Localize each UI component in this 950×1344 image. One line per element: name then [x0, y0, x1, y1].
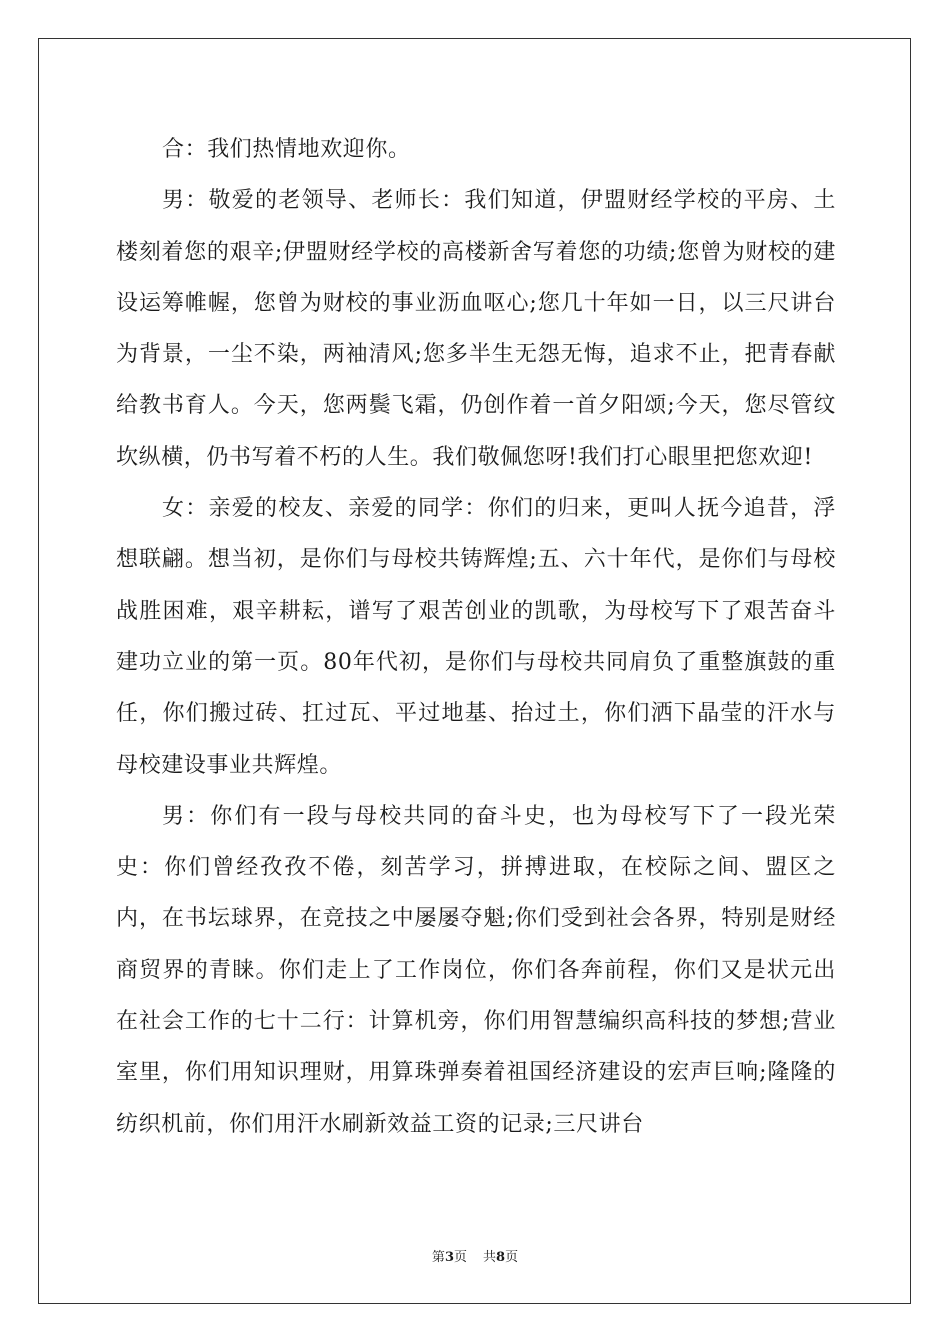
page-prefix: 第 — [431, 1250, 445, 1265]
paragraph-male-2: 男：你们有一段与母校共同的奋斗史，也为母校写下了一段光荣史：你们曾经孜孜不倦，刻苦学习，拼搏进取，在校际之间、盟区之内，在书坛球界，在竞技之中屡屡夺魁;你们受到社会各界，特别是财经商贸界的青睐。你们走上了工作岗位，你们各奔前程，你们又是状元出在社会工作的七十二行：计算机旁，你们用智慧编织高科技的梦想;营业室里，你们用知识理财，用算珠弹奏着祖国经济建设的宏声巨响;隆隆的纺织机前，你们用汗水刷新效益工资的记录;三尺讲台 — [116, 803, 836, 1137]
page-current: 3 — [444, 1250, 454, 1265]
page-total: 8 — [496, 1250, 506, 1265]
paragraph-male-1: 男：敬爱的老领导、老师长：我们知道，伊盟财经学校的平房、土楼刻着您的艰辛;伊盟财经学校的高楼新舍写着您的功绩;您曾为财校的建设运筹帷幄，您曾为财校的事业沥血呕心;您几十年如一日，以三尺讲台为背景，一尘不染，两袖清风;您多半生无怨无悔，追求不止，把青春献给教书育人。今天，您两鬓飞霜，仍创作着一首夕阳颂;今天，您尽管纹坎纵横，仍书写着不朽的人生。我们敬佩您呀!我们打心眼里把您欢迎! — [116, 188, 836, 470]
paragraph-female-1: 女：亲爱的校友、亲爱的同学：你们的归来，更叫人抚今追昔，浮想联翩。想当初，是你们与母校共铸辉煌;五、六十年代，是你们与母校战胜困难，艰辛耕耘，谱写了艰苦创业的凯歌，为母校写下了艰苦奋斗建功立业的第一页。80年代初，是你们与母校共同肩负了重整旗鼓的重任，你们搬过砖、扛过瓦、平过地基、抬过土，你们洒下晶莹的汗水与母校建设事业共辉煌。 — [116, 496, 836, 778]
total-prefix: 共 — [483, 1250, 497, 1265]
page-footer — [0, 1246, 950, 1265]
page-suffix: 页 — [453, 1250, 467, 1265]
document-body — [116, 124, 836, 1150]
total-suffix: 页 — [505, 1250, 519, 1265]
paragraph-chorus: 合：我们热情地欢迎你。 — [162, 137, 411, 162]
